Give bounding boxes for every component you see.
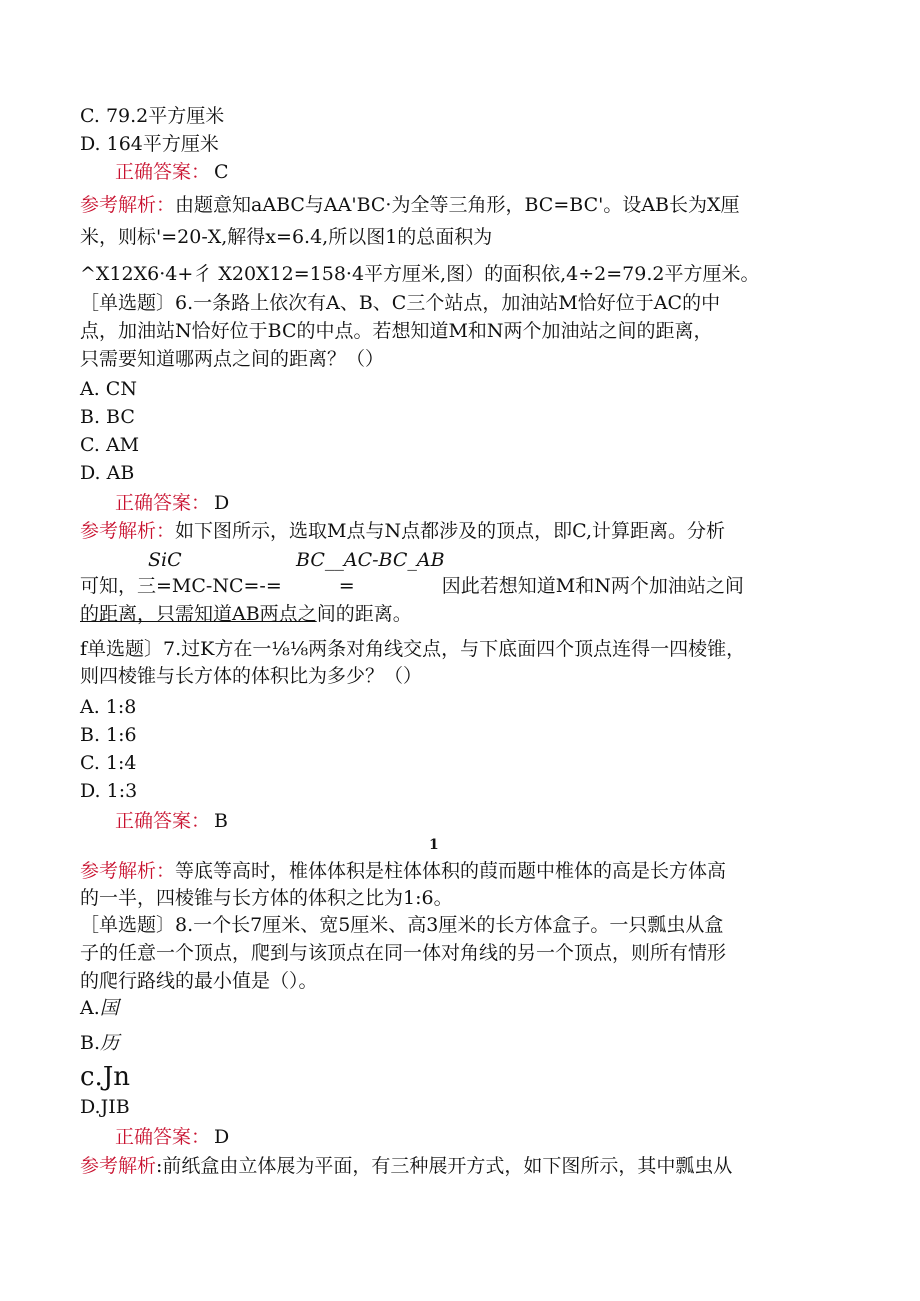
correct-answer-q7 <box>115 808 228 834</box>
option-b-q7: B. 1:6 <box>80 724 137 746</box>
analysis-label: 参考解析： <box>80 860 176 882</box>
analysis-q7-line2: 的一半，四棱锥与长方体的体积之比为1:6。 <box>80 887 453 909</box>
analysis-label: 参考解析 <box>80 1155 157 1177</box>
analysis-text-end: 间的距离。 <box>316 603 412 625</box>
answer-value: B <box>214 810 228 832</box>
option-c-q5: C. 79.2平方厘米 <box>80 105 225 127</box>
analysis-q5-line2: 米，则标'=20-X,解得x=6.4,所以图1的总面积为 <box>80 226 493 248</box>
option-c-q8: c.Jn <box>80 1062 130 1092</box>
correct-answer-q8 <box>115 1124 229 1150</box>
option-letter: A. <box>80 997 100 1019</box>
question-8-line1: ［单选题〕8.一个长7厘米、宽5厘米、高3厘米的长方体盒子。一只瓢虫从盒 <box>80 914 724 936</box>
answer-value: D <box>214 492 230 514</box>
option-b-q6: B. BC <box>80 406 135 428</box>
correct-answer-q5 <box>115 159 229 185</box>
answer-label: 正确答案： <box>115 1126 211 1148</box>
analysis-formula: 可知，三=MC-NC=-= <box>80 575 282 597</box>
option-c-q7: C. 1:4 <box>80 752 137 774</box>
analysis-text: 等底等高时，椎体体积是柱体体积的葭而题中椎体的高是长方体高 <box>175 860 727 882</box>
option-d-q7: D. 1:3 <box>80 780 138 802</box>
question-6-line2: 点，加油站N恰好位于BC的中点。若想知道M和N两个加油站之间的距离， <box>80 320 713 342</box>
option-d-q6: D. AB <box>80 462 135 484</box>
underlined-text: 的距离，只需知道AB两点之 <box>80 603 317 625</box>
question-8-line3: 的爬行路线的最小值是（）。 <box>80 970 318 992</box>
analysis-label: 参考解析： <box>80 194 176 216</box>
question-6-line1: ［单选题〕6.一条路上依次有A、B、C三个站点，加油站M恰好位于AC的中 <box>80 292 721 314</box>
analysis-q7-line1 <box>80 858 726 884</box>
answer-value: C <box>214 161 229 183</box>
analysis-q6-line1 <box>80 518 725 544</box>
question-6-line3: 只需要知道哪两点之间的距离？（） <box>80 348 385 370</box>
analysis-text: :前纸盒由立体展为平面，有三种展开方式，如下图所示，其中瓢虫从 <box>156 1155 733 1177</box>
option-a-q8 <box>80 995 119 1021</box>
analysis-q6-line2 <box>80 573 744 599</box>
question-7-line2: 则四棱锥与长方体的体积比为多少？（） <box>80 665 423 687</box>
fraction-numerator-sic: SiC <box>148 549 182 571</box>
fraction-numerator-bc: BC__AC-BC_AB <box>296 549 445 571</box>
analysis-q5-line1 <box>80 192 740 218</box>
answer-value: D <box>214 1126 230 1148</box>
answer-label: 正确答案： <box>115 492 211 514</box>
option-a-q7: A. 1:8 <box>80 696 137 718</box>
question-8-line2: 子的任意一个顶点，爬到与该顶点在同一体对角线的另一个顶点，则所有情形 <box>80 942 727 964</box>
analysis-text: 由题意知aABC与AA'BC·为全等三角形，BC=BC'。设AB长为X厘 <box>175 194 740 216</box>
option-value: 历 <box>100 1032 120 1054</box>
answer-label: 正确答案： <box>115 810 211 832</box>
analysis-text: 如下图所示，选取M点与N点都涉及的顶点，即C,计算距离。分析 <box>175 520 725 542</box>
option-letter: B. <box>80 1032 101 1054</box>
analysis-q6-line3 <box>80 601 412 627</box>
option-d-q5: D. 164平方厘米 <box>80 133 219 155</box>
analysis-q8-line1 <box>80 1153 732 1179</box>
option-c-q6: C. AM <box>80 434 140 456</box>
superscript-one: 1 <box>429 837 439 853</box>
option-a-q6: A. CN <box>80 378 137 400</box>
analysis-conclusion: 因此若想知道M和N两个加油站之间 <box>441 575 744 597</box>
option-b-q8 <box>80 1030 119 1056</box>
analysis-q5-line3: ^X12X6·4+彳 X20X12=158·4平方厘米,图）的面积依,4÷2=79.2平方厘米。 <box>80 263 760 285</box>
option-value: 国 <box>99 997 119 1019</box>
correct-answer-q6 <box>115 490 229 516</box>
analysis-label: 参考解析： <box>80 520 176 542</box>
answer-label: 正确答案： <box>115 161 211 183</box>
question-7-line1: f单选题〕7.过K方在一⅛⅛两条对角线交点，与下底面四个顶点连得一四棱锥， <box>80 638 746 660</box>
equals-sign: = <box>338 575 355 597</box>
option-d-q8: D.JIB <box>80 1096 130 1118</box>
